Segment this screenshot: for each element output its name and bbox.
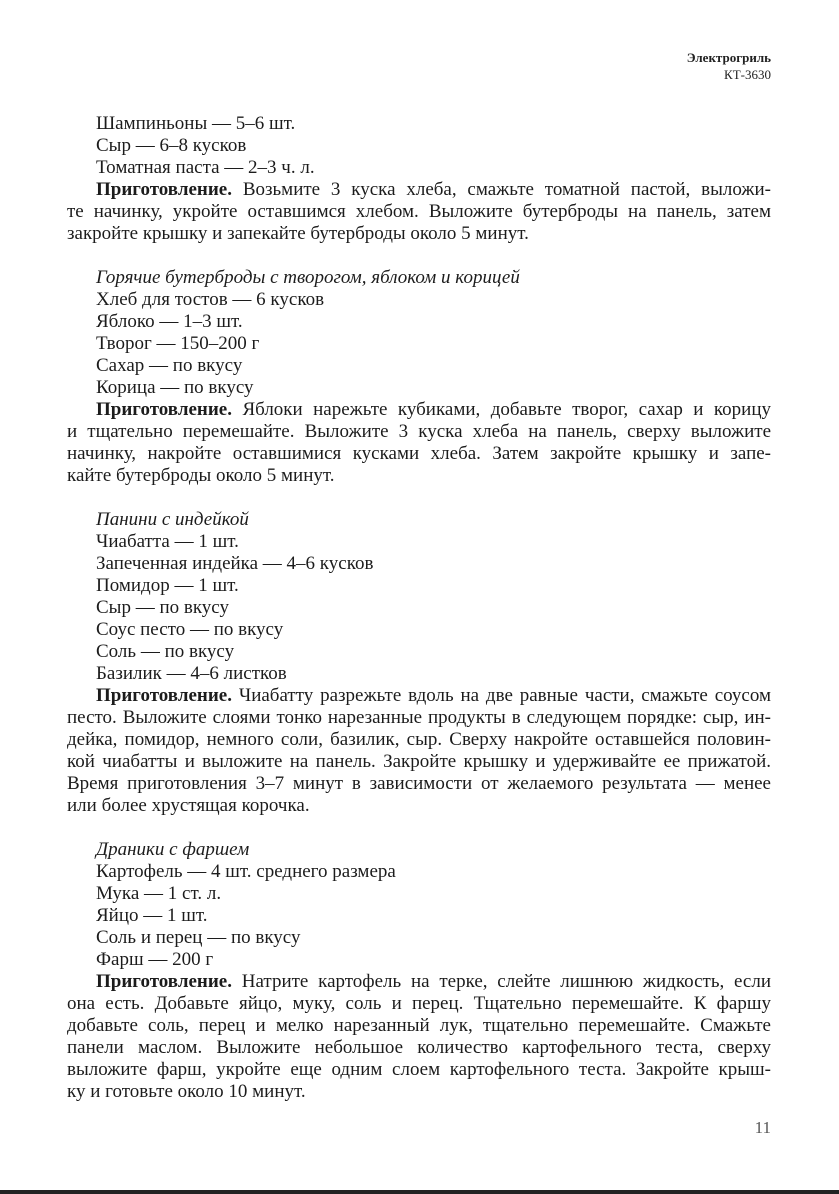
ingredient-line: Яйцо — 1 шт. [96, 905, 208, 926]
prep-line: и тщательно перемешайте. Выложите 3 куска хлеба на панель, сверху выложите [67, 421, 771, 442]
prep-line: закройте крышку и запекайте бутерброды около 5 минут. [67, 223, 529, 244]
recipe-title: Драники с фаршем [96, 839, 250, 860]
ingredient-line: Томатная паста — 2–3 ч. л. [96, 157, 315, 178]
header-model: КТ-3630 [724, 67, 771, 82]
ingredient-line: Картофель — 4 шт. среднего размера [96, 861, 396, 882]
ingredient-line: Яблоко — 1–3 шт. [96, 311, 243, 332]
prep-text: Чиабатту разрежьте вдоль на две равные части, смажьте соусом [238, 685, 772, 706]
running-header [687, 49, 771, 83]
prep-text: Яблоки нарежьте кубиками, добавьте творог, сахар и корицу [242, 399, 772, 420]
ingredient-line: Корица — по вкусу [96, 377, 254, 398]
prep-line [67, 179, 771, 201]
recipe-hot-sandwiches [67, 267, 771, 487]
ingredient-line: Хлеб для тостов — 6 кусков [96, 289, 325, 310]
paragraph-gap [67, 817, 771, 839]
prep-line: она есть. Добавьте яйцо, муку, соль и перец. Тщательно перемешайте. К фаршу [67, 993, 771, 1014]
prep-line [67, 971, 771, 993]
ingredient-line: Творог — 150–200 г [96, 333, 260, 354]
ingredient-line: Сыр — по вкусу [96, 597, 229, 618]
prep-line: песто. Выложите слоями тонко нарезанные продукты в следующем порядке: сыр, ин- [67, 707, 771, 728]
prep-line: те начинку, укройте оставшимся хлебом. Выложите бутерброды на панель, затем [67, 201, 771, 222]
prep-line: добавьте соль, перец и мелко нарезанный лук, тщательно перемешайте. Смажьте [67, 1015, 771, 1036]
prep-line: начинку, накройте оставшимися кусками хлеба. Затем закройте крышку и запе- [67, 443, 771, 464]
prep-label: Приготовление. [96, 399, 232, 420]
prep-line: кайте бутерброды около 5 минут. [67, 465, 335, 486]
recipe-title: Горячие бутерброды с творогом, яблоком и корицей [96, 267, 520, 288]
prep-line: дейка, помидор, немного соли, базилик, сыр. Сверху накройте оставшейся половин- [67, 729, 771, 750]
recipe-draniki [67, 839, 771, 1103]
recipe-title: Панини с индейкой [96, 509, 249, 530]
ingredient-line: Базилик — 4–6 листков [96, 663, 287, 684]
ingredient-line: Чиабатта — 1 шт. [96, 531, 239, 552]
prep-line: ку и готовьте около 10 минут. [67, 1081, 306, 1102]
ingredient-line: Соус песто — по вкусу [96, 619, 284, 640]
prep-line: выложите фарш, укройте еще одним слоем картофельного теста. Закройте крыш- [67, 1059, 771, 1080]
ingredient-line: Фарш — 200 г [96, 949, 214, 970]
prep-label: Приготовление. [96, 971, 232, 992]
prep-line: панели маслом. Выложите небольшое количество картофельного теста, сверху [67, 1037, 771, 1058]
ingredient-line: Сахар — по вкусу [96, 355, 243, 376]
ingredient-line: Соль — по вкусу [96, 641, 235, 662]
ingredient-line: Сыр — 6–8 кусков [96, 135, 247, 156]
page-content [67, 113, 771, 1103]
paragraph-gap [67, 487, 771, 509]
prep-text: Возьмите 3 куска хлеба, смажьте томатной пастой, выложи- [242, 179, 771, 200]
ingredient-line: Запеченная индейка — 4–6 кусков [96, 553, 374, 574]
paragraph-gap [67, 245, 771, 267]
prep-line: Время приготовления 3–7 минут в зависимости от желаемого результата — менее [67, 773, 771, 794]
ingredient-line: Соль и перец — по вкусу [96, 927, 301, 948]
prep-line: или более хрустящая корочка. [67, 795, 310, 816]
prep-line [67, 685, 771, 707]
header-title: Электрогриль [686, 50, 771, 65]
prep-label: Приготовление. [96, 685, 232, 706]
prep-line: кой чиабатты и выложите на панель. Закройте крышку и удерживайте ее прижатой. [67, 751, 771, 772]
prep-label: Приготовление. [96, 179, 232, 200]
recipe-continued [67, 113, 771, 245]
ingredient-line: Мука — 1 ст. л. [96, 883, 222, 904]
ingredient-line: Шампиньоны — 5–6 шт. [96, 113, 296, 134]
page-bottom-edge [0, 1190, 839, 1194]
prep-line [67, 399, 771, 421]
ingredient-line: Помидор — 1 шт. [96, 575, 239, 596]
recipe-panini [67, 509, 771, 817]
prep-text: Натрите картофель на терке, слейте лишнюю жидкость, если [241, 971, 771, 992]
page-number: 11 [754, 1118, 771, 1137]
